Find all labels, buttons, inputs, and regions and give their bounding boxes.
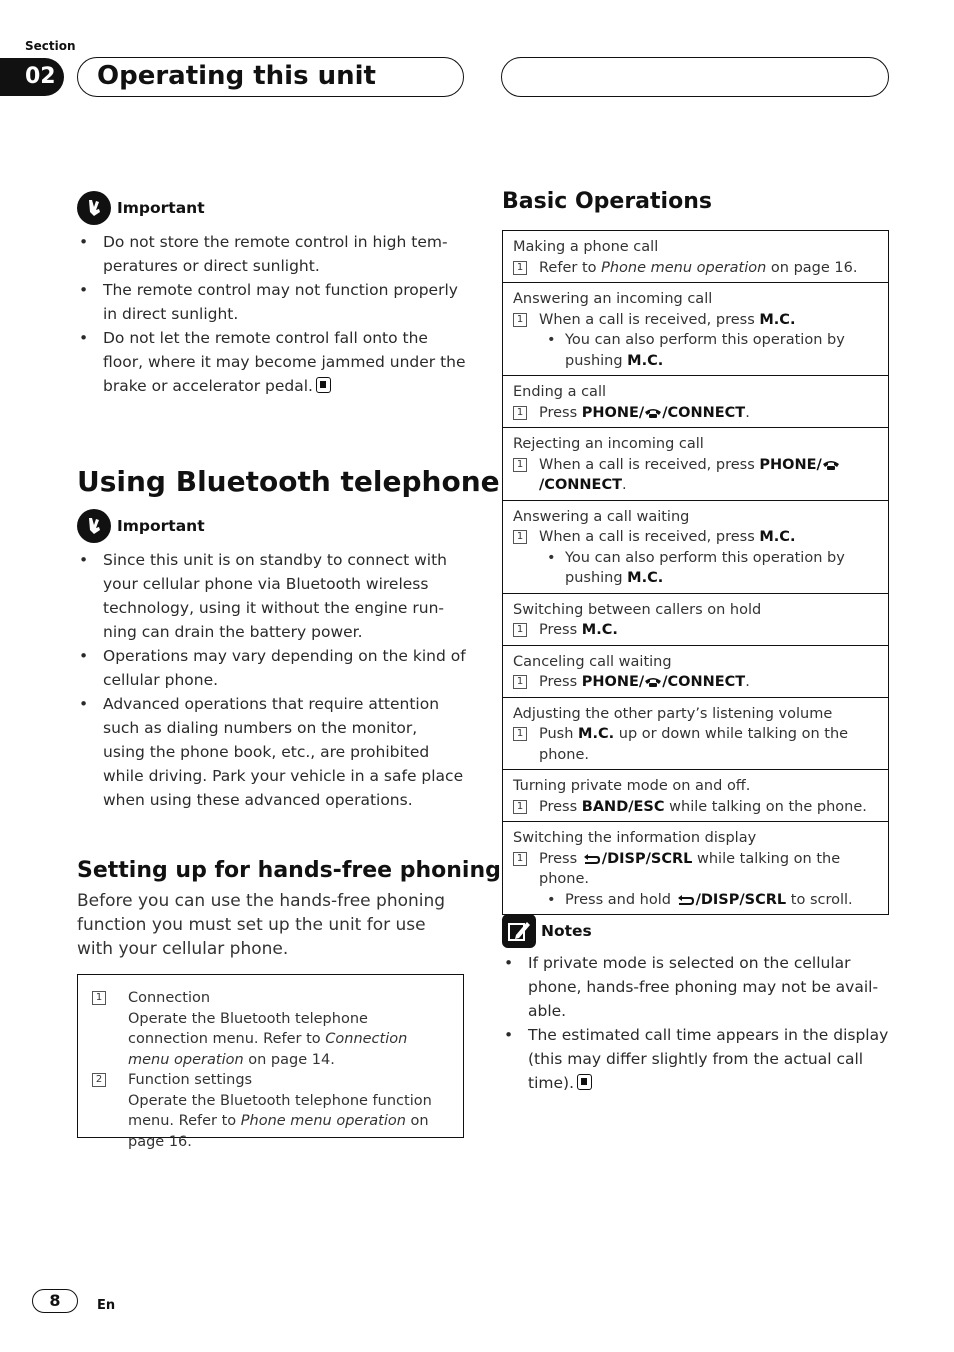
page-reference: Connection menu operation — [128, 1031, 408, 1068]
operation-title: Canceling call waiting — [513, 653, 672, 670]
step-title: Function settings — [128, 1072, 253, 1088]
operation-title: Switching between callers on hold — [513, 601, 762, 618]
caution-hand-icon — [77, 191, 111, 225]
step-number: 1 — [92, 991, 106, 1005]
key-label: PHONE — [581, 404, 639, 421]
operation-title: Switching the information display — [513, 830, 757, 846]
step-text: Operate the Bluetooth telephone function menu. Refer to Phone menu operation on page 16. — [128, 1092, 432, 1150]
setup-step — [92, 988, 449, 1070]
operation-row — [503, 283, 888, 376]
step-text: Operate the Bluetooth telephone connection menu. Refer to Connection menu operation on page 14. — [128, 1010, 408, 1068]
page-reference: Phone menu operation — [601, 259, 767, 276]
phone-icon — [644, 676, 662, 688]
section-label: Section — [25, 39, 76, 53]
operation-step: 1 Press M.C. — [513, 620, 878, 641]
return-arrow-icon — [676, 894, 696, 906]
language-label: En — [97, 1298, 116, 1313]
bluetooth-heading: Using Bluetooth telephone — [77, 465, 500, 498]
important-list — [77, 230, 469, 398]
list-item: • The remote control may not function properly in direct sunlight. — [77, 278, 469, 326]
key-label: ESC — [633, 798, 665, 815]
operation-step: 1 When a call is received, press PHONE//CONNECT. — [513, 455, 878, 496]
key-label: M.C. — [759, 529, 796, 545]
key-label: SCRL — [744, 891, 787, 908]
list-item: • Do not let the remote control fall onto the floor, where it may become jammed under the brake or accelerator pedal. — [77, 326, 469, 398]
operation-step: 1 Press PHONE/ /CONNECT. — [513, 672, 878, 693]
phone-icon — [822, 459, 840, 471]
key-label: SCRL — [650, 850, 693, 867]
basic-operations-table — [502, 230, 889, 915]
operation-sub-step: • You can also perform this operation by pushing M.C. — [513, 330, 878, 371]
key-label: DISP — [607, 850, 646, 867]
operation-sub-step: • Press and hold /DISP/SCRL to scroll. — [513, 890, 878, 911]
operation-step: 1 When a call is received, press M.C. — [513, 527, 878, 548]
list-item: • Do not store the remote control in high tem- peratures or direct sunlight. — [77, 230, 469, 278]
important-label: Important — [117, 517, 205, 535]
operation-step: 1 Push M.C. up or down while talking on the phone. — [513, 724, 878, 765]
step-number: 2 — [92, 1073, 106, 1087]
key-label: M.C. — [627, 570, 664, 586]
list-item: • Since this unit is on standby to connect with your cellular phone via Bluetooth wireless technology, using it without the engine run- ning can drain the battery power. — [77, 548, 469, 644]
bluetooth-important-list — [77, 548, 469, 812]
key-label: M.C. — [578, 726, 615, 742]
setup-steps-box — [77, 974, 464, 1150]
page-reference: Phone menu operation — [240, 1113, 406, 1129]
operation-title: Answering an incoming call — [513, 291, 713, 307]
phone-icon — [644, 407, 662, 419]
operation-row — [503, 376, 888, 428]
notes-label: Notes — [541, 922, 592, 940]
end-mark-icon — [577, 1074, 592, 1090]
operation-row — [503, 594, 888, 646]
operation-row — [503, 646, 888, 698]
list-item: • The estimated call time appears in the display (this may differ slightly from the actual call time). — [502, 1023, 894, 1095]
important-header — [77, 509, 205, 543]
setup-intro: Before you can use the hands-free phoning function you must set up the unit for use with your cellular phone. — [77, 891, 446, 959]
page-title: Operating this unit — [77, 57, 464, 97]
operation-step: 1 Refer to Phone menu operation on page 16. — [513, 258, 878, 279]
operation-row — [503, 501, 888, 594]
operation-step: 1 Press PHONE/ /CONNECT. — [513, 403, 878, 424]
caution-hand-icon — [77, 509, 111, 543]
operation-title: Turning private mode on and off. — [513, 778, 751, 794]
end-mark-icon — [316, 377, 331, 393]
key-label: CONNECT — [667, 674, 746, 690]
header-empty-pill — [501, 57, 889, 97]
setup-heading: Setting up for hands-free phoning — [77, 858, 501, 883]
operation-title: Answering a call waiting — [513, 508, 690, 525]
operation-sub-step: • You can also perform this operation by pushing M.C. — [513, 548, 878, 589]
operation-row — [503, 428, 888, 501]
operation-step: 1 Press /DISP/SCRL while talking on the phone. — [513, 849, 878, 890]
operation-step: 1 When a call is received, press M.C. — [513, 310, 878, 331]
operation-row — [503, 698, 888, 771]
key-label: CONNECT — [667, 404, 746, 421]
key-label: M.C. — [581, 622, 618, 638]
key-label: CONNECT — [544, 477, 622, 493]
important-label: Important — [117, 199, 205, 217]
pencil-note-icon — [502, 914, 536, 948]
setup-step — [92, 1070, 449, 1152]
return-arrow-icon — [582, 853, 602, 865]
step-title: Connection — [128, 990, 211, 1006]
basic-operations-heading: Basic Operations — [502, 189, 712, 214]
key-label: PHONE — [581, 674, 639, 690]
operation-row — [503, 231, 888, 283]
key-label: M.C. — [759, 311, 796, 328]
key-label: M.C. — [627, 352, 664, 369]
list-item: • If private mode is selected on the cellular phone, hands-free phoning may not be avail- able. — [502, 951, 894, 1023]
list-item: • Operations may vary depending on the kind of cellular phone. — [77, 644, 469, 692]
notes-list — [502, 951, 894, 1095]
important-header — [77, 191, 205, 225]
list-item: • Advanced operations that require attention such as dialing numbers on the monitor, using the phone book, etc., are prohibited while driving. Park your vehicle in a safe place when using these advanced operations. — [77, 692, 469, 812]
key-label: DISP — [700, 891, 740, 908]
section-number: 02 — [0, 58, 64, 96]
operation-title: Ending a call — [513, 384, 606, 400]
key-label: PHONE — [759, 456, 817, 473]
operation-title: Adjusting the other party’s listening volume — [513, 705, 833, 722]
page-number: 8 — [32, 1289, 78, 1313]
operation-title: Rejecting an incoming call — [513, 436, 704, 452]
operation-title: Making a phone call — [513, 239, 659, 255]
operation-row — [503, 770, 888, 822]
operation-row — [503, 822, 888, 914]
operation-step: 1 Press BAND/ESC while talking on the phone. — [513, 797, 878, 818]
notes-header — [502, 914, 592, 948]
key-label: BAND — [581, 798, 629, 815]
